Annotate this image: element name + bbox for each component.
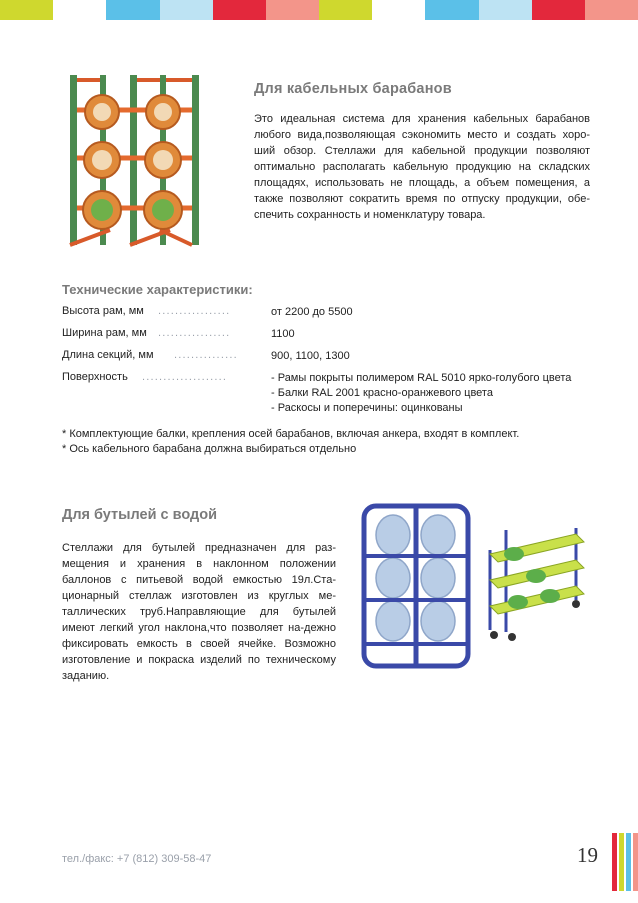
bottle-rack-blue-image [358,500,476,675]
spec-label: Высота рам, мм [62,305,148,317]
color-stripe [266,0,319,20]
cable-section-title: Для кабельных барабанов [254,81,452,97]
footnote: * Ось кабельного барабана должна выбираться отдельно [62,443,357,455]
footer-contact: тел./факс: +7 (812) 309-58-47 [62,853,212,865]
water-section-text: Стеллажи для бутылей предназначен для раз-мещения и хранения в наклонном положении баллонов с питьевой водой емкостью 19л.Ста-ционарный стеллаж изготовлен из круглых ме-таллических труб.Направляющие для бутылей имеют легкий угол наклона,что позволяет на-дежно фиксировать емкость в своей ячейке. Возможно изготовление и покраска изделий по техническому заданию. [62,542,336,682]
spec-row-surface [62,368,602,418]
spec-label: Поверхность [62,371,132,383]
color-stripe [372,0,425,20]
footer-color-bar [619,833,624,891]
color-stripe [53,0,106,20]
page-number: 19 [577,843,598,867]
top-color-stripes [0,0,638,20]
spec-row-width [62,324,602,346]
color-stripe [585,0,638,20]
color-stripe [425,0,478,20]
leader-dots: .................... [142,371,228,383]
spec-value: - Раскосы и поперечины: оцинкованы [271,402,463,414]
spec-value: 900, 1100, 1300 [271,350,350,362]
color-stripe [213,0,266,20]
color-stripe [106,0,159,20]
color-stripe [479,0,532,20]
specs-table [62,302,602,418]
spec-row-height [62,302,602,324]
color-stripe [532,0,585,20]
spec-label: Длина секций, мм [62,349,158,361]
footer-color-bars [612,833,638,891]
cable-rack-image [60,70,210,250]
footer-color-bar [626,833,631,891]
bottle-rack-green-image [484,520,590,645]
spec-value: - Балки RAL 2001 красно-оранжевого цвета [271,387,493,399]
spec-value: 1100 [271,328,295,340]
specs-title: Технические характеристики: [62,282,253,297]
footnotes [62,427,519,457]
leader-dots: ................. [158,305,231,317]
leader-dots: ............... [174,349,238,361]
color-stripe [319,0,372,20]
footer-color-bar [633,833,638,891]
spec-row-length [62,346,602,368]
footer-color-bar [612,833,617,891]
footnote: * Комплектующие балки, крепления осей барабанов, включая анкера, входят в комплект. [62,428,520,440]
spec-value-list [271,371,571,416]
spec-label: Ширина рам, мм [62,327,151,339]
spec-value: от 2200 до 5500 [271,306,353,318]
color-stripe [160,0,213,20]
color-stripe [0,0,53,20]
cable-section-text: Это идеальная система для хранения кабельных барабанов любого вида,позволяющая сэкономить место и создать хоро-ший обзор. Стеллажи для кабельной продукции позволяют оптимально располагать кабельную продукцию на складских площадях, использовать не площадь, а объем помещения, а также позволяют сократить время по отпуску продукции, обе-спечить сохранность и номенклатуру товара. [254,113,590,221]
leader-dots: ................. [158,327,231,339]
water-section-title: Для бутылей с водой [62,507,218,523]
spec-value: - Рамы покрыты полимером RAL 5010 ярко-голубого цвета [271,372,572,384]
